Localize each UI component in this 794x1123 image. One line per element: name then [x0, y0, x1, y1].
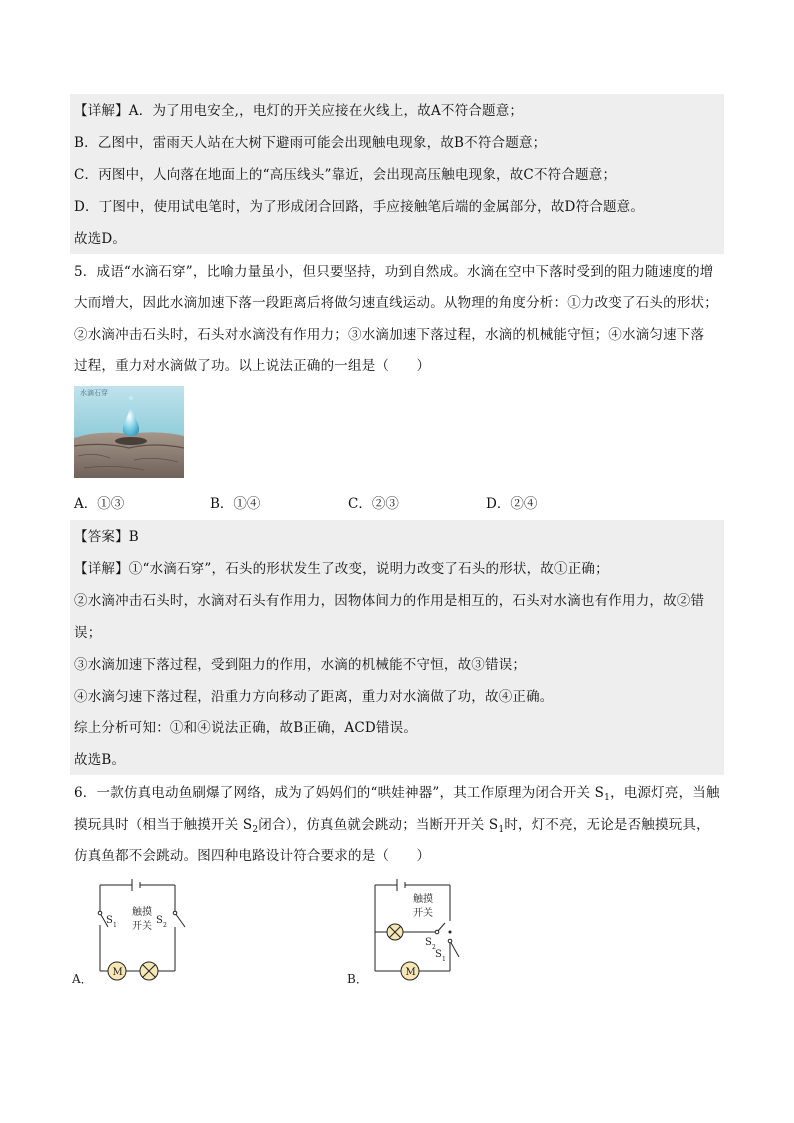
- water-drop-stone-image: [74, 386, 184, 478]
- answer-label: 【答案】B: [74, 529, 139, 545]
- circuit-diagram-b[interactable]: [345, 875, 475, 995]
- answer-detail-line: 误；: [74, 625, 102, 641]
- svg-text:开关: 开关: [132, 921, 152, 932]
- answer-detail-line: ④水滴匀速下落过程，沿重力方向移动了距离，重力对水滴做了功，故④正确。: [74, 689, 554, 705]
- detail-line: D．丁图中，使用试电笔时，为了形成闭合回路，手应接触笔后端的金属部分，故D符合题意。: [74, 199, 645, 215]
- question-6-text: 仿真鱼都不会跳动。图四种电路设计符合要求的是（ ）: [74, 848, 431, 864]
- detail-line: 【详解】A．为了用电安全,，电灯的开关应接在火线上，故A不符合题意；: [74, 103, 524, 119]
- switch-s1-label: S: [106, 915, 113, 926]
- question-5-text: 大而增大，因此水滴加速下落一段距离后将做匀速直线运动。从物理的角度分析：①力改变了石头的形状；: [74, 295, 718, 311]
- answer-detail-line: 故选B。: [74, 752, 126, 768]
- circuit-a-label: A．: [72, 972, 93, 986]
- image-caption: 水滴石穿: [80, 389, 108, 397]
- option-c[interactable]: C．②③: [348, 496, 399, 512]
- option-d[interactable]: D．②④: [486, 496, 538, 512]
- detail-line: B．乙图中，雷雨天人站在大树下避雨可能会出现触电现象，故B不符合题意；: [74, 135, 547, 151]
- answer-detail-line: 综上分析可知：①和④说法正确，故B正确，ACD错误。: [74, 720, 418, 736]
- answer-detail-line: 【详解】①“水滴石穿”，石头的形状发生了改变，说明力改变了石头的形状，故①正确；: [74, 561, 609, 577]
- touch-switch-label: 触摸: [132, 907, 152, 918]
- switch-s2-label: S: [425, 937, 432, 948]
- circuit-diagram-a[interactable]: [70, 875, 200, 995]
- question-5-text: 5．成语“水滴石穿”，比喻力量虽小，但只要坚持，功到自然成。水滴在空中下落时受到的阻力随速度的增: [74, 264, 714, 280]
- svg-text:2: 2: [163, 922, 167, 929]
- svg-text:2: 2: [432, 944, 436, 951]
- option-a[interactable]: A．①③: [74, 496, 125, 512]
- answer-detail-line: ③水滴加速下落过程，受到阻力的作用，水滴的机械能不守恒，故③错误；: [74, 657, 527, 673]
- question-5-text: 过程，重力对水滴做了功。以上说法正确的一组是（ ）: [74, 358, 431, 374]
- motor-label: M: [405, 967, 416, 978]
- question-6-text: 摸玩具时（相当于触摸开关 $S_2$闭合），仿真鱼就会跳动；当断开开关 $S_1$时，灯不亮，无论是否触摸玩具，: [74, 817, 710, 835]
- svg-text:1: 1: [442, 956, 446, 963]
- question-6-text: 6．一款仿真电动鱼刷爆了网络，成为了妈妈们的“哄娃神器”，其工作原理为闭合开关 $S_1$，电源灯亮，当触: [74, 785, 720, 803]
- svg-text:1: 1: [113, 922, 117, 929]
- question-5-text: ②水滴冲击石头时，石头对水滴没有作用力；③水滴加速下落过程，水滴的机械能守恒；④水滴匀速下落: [74, 327, 705, 343]
- circuit-b-label: B．: [347, 972, 368, 986]
- touch-switch-label: 触摸: [413, 894, 433, 905]
- option-b[interactable]: B．①④: [210, 496, 261, 512]
- switch-s1-label: S: [435, 949, 442, 960]
- switch-s2-label: S: [156, 915, 163, 926]
- answer-detail-line: ②水滴冲击石头时，水滴对石头有作用力，因物体间力的作用是相互的，石头对水滴也有作用力，故②错: [74, 593, 705, 609]
- detail-line: C．丙图中，人向落在地面上的“高压线头”靠近，会出现高压触电现象，故C不符合题意；: [74, 167, 617, 183]
- detail-line: 故选D。: [74, 231, 127, 247]
- motor-label: M: [112, 967, 123, 978]
- svg-text:开关: 开关: [413, 908, 433, 919]
